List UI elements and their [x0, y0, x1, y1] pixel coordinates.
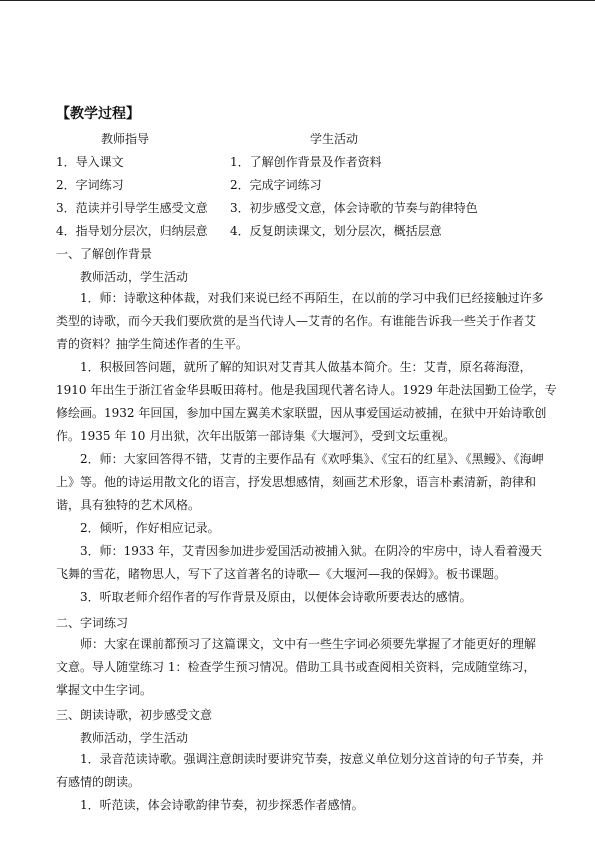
paragraph-line: 2．倾听，作好相应记录。 — [80, 521, 220, 535]
step-student-4: 4．反复朗读课文，划分层次，概括层意 — [230, 224, 442, 238]
paragraph-line: 2．师：大家回答得不错，艾青的主要作品有《欢呼集》、《宝石的红星》、《黑鳗》、《海岬 — [80, 452, 544, 466]
section-heading: 【教学过程】 — [56, 106, 140, 122]
paragraph-line: 3．师：1933 年，艾青因参加进步爱国活动被捕入狱。在阴冷的牢房中，诗人看着漫天 — [80, 544, 542, 558]
paragraph-line: 师：大家在课前都预习了这篇课文，文中有一些生字词必须要先掌握了才能更好的理解 — [80, 637, 537, 651]
paragraph-line: 1．录音范读诗歌。强调注意朗读时要讲究节奏，按意义单位划分这首诗的句子节奏，并 — [80, 752, 544, 766]
paragraph-line: 1．听范读，体会诗歌韵律节奏，初步探悉作者感情。 — [80, 798, 364, 812]
paragraph-s2-p1 — [56, 633, 536, 702]
step-student-3: 3．初步感受文意，体会诗歌的节奏与韵律特色 — [230, 201, 478, 215]
step-student-2: 2．完成字词练习 — [230, 178, 322, 192]
paragraph-line: 谐，具有独特的艺术风格。 — [56, 498, 201, 512]
paragraph-s1-p1 — [56, 287, 544, 356]
paragraph-s1-p6 — [80, 586, 472, 609]
paragraph-s3-p1 — [56, 748, 544, 794]
paragraph-line: 掌握文中生字词。 — [56, 683, 153, 697]
section-title-3: 三、朗读诗歌，初步感受文意 — [56, 708, 213, 722]
paragraph-s1-p2 — [56, 356, 557, 448]
section-subtitle-3: 教师活动，学生活动 — [80, 731, 189, 745]
paragraph-s1-p4 — [80, 517, 220, 540]
step-teacher-2: 2．字词练习 — [56, 178, 124, 192]
paragraph-s3-p2 — [80, 794, 364, 817]
section-title-2: 二、字词练习 — [56, 616, 129, 630]
paragraph-s1-p5 — [56, 540, 542, 586]
paragraph-line: 作。1935 年 10 月出狱，次年出版第一部诗集《大堰河》，受到文坛重视。 — [56, 429, 456, 443]
paragraph-line: 飞舞的雪花，睹物思人，写下了这首著名的诗歌—《大堰河—我的保姆》。板书课题。 — [56, 567, 507, 581]
paragraph-line: 1910 年出生于浙江省金华县畈田蒋村。他是我国现代著名诗人。1929 年赴法国勤工俭学，专 — [56, 383, 557, 397]
paragraph-line: 1．积极回答问题，就所了解的知识对艾青其人做基本简介。生：艾青，原名蒋海澄， — [80, 360, 532, 374]
paragraph-line: 上》等。他的诗运用散文化的语言，抒发思想感情，刻画艺术形象，语言朴素清新，韵律和 — [56, 475, 537, 489]
paragraph-line: 3．听取老师介绍作者的写作背景及原由，以便体会诗歌所要表达的感情。 — [80, 590, 472, 604]
paragraph-line: 文意。导人随堂练习 1：检查学生预习情况。借助工具书或查阅相关资料，完成随堂练习， — [56, 660, 536, 674]
step-teacher-3: 3．范读并引导学生感受文意 — [56, 201, 208, 215]
page-top-border — [0, 0, 595, 1]
paragraph-line: 类型的诗歌，而今天我们要欣赏的是当代诗人—艾青的名作。有谁能告诉我一些关于作者艾 — [56, 314, 537, 328]
step-teacher-4: 4．指导划分层次，归纳层意 — [56, 224, 208, 238]
step-teacher-1: 1．导入课文 — [56, 155, 124, 169]
paragraph-line: 1．师：诗歌这种体裁，对我们来说已经不再陌生，在以前的学习中我们已经接触过许多 — [80, 291, 544, 305]
step-student-1: 1．了解创作背景及作者资料 — [230, 155, 382, 169]
paragraph-line: 有感情的朗读。 — [56, 775, 141, 789]
section-subtitle-1: 教师活动，学生活动 — [80, 270, 189, 284]
paragraph-line: 青的资料？抽学生简述作者的生平。 — [56, 337, 249, 351]
paragraph-s1-p3 — [56, 448, 544, 517]
column-header-teacher: 教师指导 — [101, 132, 150, 146]
section-title-1: 一、了解创作背景 — [56, 247, 153, 261]
paragraph-line: 修绘画。1932 年回国，参加中国左翼美术家联盟，因从事爱国运动被捕，在狱中开始诗歌创 — [56, 406, 547, 420]
column-header-student: 学生活动 — [310, 132, 359, 146]
